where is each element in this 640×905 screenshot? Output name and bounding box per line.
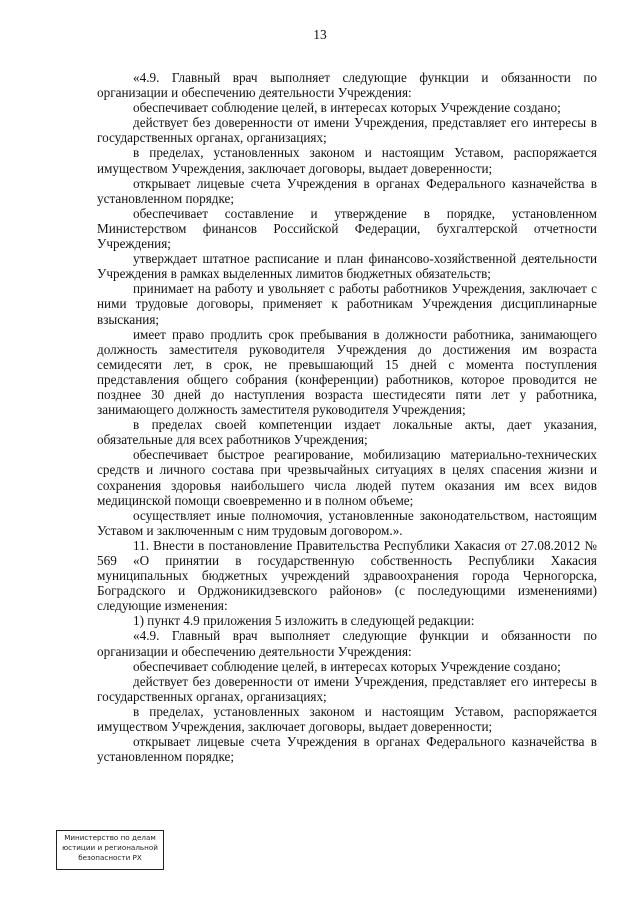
paragraph: обеспечивает быстрое реагирование, мобилизацию материально-технических средств и личного состава при чрезвычайных ситуациях в целях спасения жизни и сохранения здоровья наибольшего числа людей путем оказания им всех видов медицинской помощи своевременно и в полном объеме; xyxy=(97,447,597,508)
stamp-line: безопасности РХ xyxy=(78,853,142,862)
paragraph: имеет право продлить срок пребывания в должности работника, занимающего должность заместителя руководителя Учреждения до достижения им возраста семидесяти лет, в срок, не превышающий 15 дней с момента поступления представления общего собрания (конференции) работников, которое проводится не позднее 30 дней до наступления возраста шестидесяти пяти лет у работника, занимающего должность заместителя руководителя Учреждения; xyxy=(97,326,597,418)
paragraph: обеспечивает соблюдение целей, в интересах которых Учреждение создано; xyxy=(133,100,561,116)
paragraph: открывает лицевые счета Учреждения в органах Федерального казначейства в установленном порядке; xyxy=(97,175,597,206)
paragraph: 11. Внести в постановление Правительства Республики Хакасия от 27.08.2012 № 569 «О принятии в государственную собственность Республики Хакасия муниципальных бюджетных учреждений здравоохранения города Черногорска, Боградского и Орджоникидзевского районов» (с последующими изменениями) следующие изменения: xyxy=(97,537,597,614)
document-body xyxy=(97,70,597,764)
stamp-line: юстиции и региональной xyxy=(62,843,158,852)
paragraph: в пределах, установленных законом и настоящим Уставом, распоряжается имуществом Учреждения, заключает договоры, выдает доверенности; xyxy=(97,703,597,735)
ministry-stamp xyxy=(56,830,164,870)
paragraph: в пределах, установленных законом и настоящим Уставом, распоряжается имуществом Учреждения, заключает договоры, выдает доверенности; xyxy=(97,145,597,176)
paragraph: в пределах своей компетенции издает локальные акты, дает указания, обязательные для всех работников Учреждения; xyxy=(97,417,597,448)
paragraph: утверждает штатное расписание и план финансово-хозяйственной деятельности Учреждения в рамках выделенных лимитов бюджетных обязательств; xyxy=(97,251,597,282)
paragraph: 1) пункт 4.9 приложения 5 изложить в следующей редакции: xyxy=(133,613,475,629)
paragraph: действует без доверенности от имени Учреждения, представляет его интересы в государственных органах, организациях; xyxy=(97,673,597,704)
paragraph: обеспечивает составление и утверждение в порядке, установленном Министерством финансов Российской Федерации, бухгалтерской отчетности Учреждения; xyxy=(97,205,597,252)
page-number: 13 xyxy=(313,27,327,42)
paragraph: «4.9. Главный врач выполняет следующие функции и обязанности по организации и обеспечению деятельности Учреждения: xyxy=(97,70,597,101)
paragraph: действует без доверенности от имени Учреждения, представляет его интересы в государственных органах, организациях; xyxy=(97,115,597,146)
paragraph: принимает на работу и увольняет с работы работников Учреждения, заключает с ними трудовые договоры, применяет к работникам Учреждения дисциплинарные взыскания; xyxy=(97,281,597,327)
paragraph: открывает лицевые счета Учреждения в органах Федерального казначейства в установленном порядке; xyxy=(97,734,597,765)
paragraph: «4.9. Главный врач выполняет следующие функции и обязанности по организации и обеспечению деятельности Учреждения: xyxy=(97,628,597,659)
paragraph: осуществляет иные полномочия, установленные законодательством, настоящим Уставом и заключенным с ним трудовым договором.». xyxy=(97,507,597,538)
stamp-line: Министерство по делам xyxy=(64,833,156,842)
paragraph: обеспечивает соблюдение целей, в интересах которых Учреждение создано; xyxy=(133,658,561,674)
